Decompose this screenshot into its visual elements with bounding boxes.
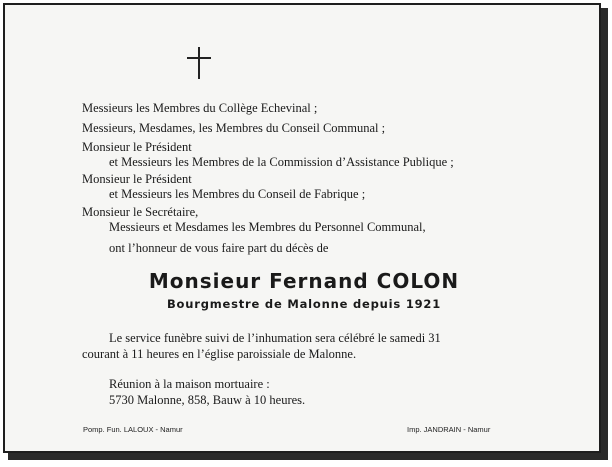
meeting-line: 5730 Malonne, 858, Bauw à 10 heures. <box>109 393 306 407</box>
service-line: Le service funèbre suivi de l’inhumation sera célébré le samedi 31 <box>109 331 441 345</box>
deceased-name: Monsieur Fernand COLON <box>148 269 460 293</box>
cross-icon <box>187 47 211 79</box>
addressee-line: Messieurs, Mesdames, les Membres du Conseil Communal ; <box>82 121 386 135</box>
meeting-line: Réunion à la maison mortuaire : <box>109 377 270 391</box>
footer-undertaker: Pomp. Fun. LALOUX - Namur <box>83 425 183 434</box>
card-shadow-right <box>601 8 608 458</box>
announcement-text: ont l’honneur de vous faire part du décès de <box>109 241 329 255</box>
death-notice-card <box>3 3 601 453</box>
footer-printer: Imp. JANDRAIN - Namur <box>407 425 491 434</box>
deceased-title: Bourgmestre de Malonne depuis 1921 <box>166 297 442 311</box>
addressee-line: et Messieurs les Membres du Conseil de Fabrique ; <box>109 187 366 201</box>
addressee-line: Monsieur le Président <box>82 172 192 186</box>
service-line: courant à 11 heures en l’église paroissiale de Malonne. <box>82 347 357 361</box>
addressee-line: Monsieur le Président <box>82 140 192 154</box>
addressee-line: Messieurs et Mesdames les Membres du Personnel Communal, <box>109 220 426 234</box>
addressee-line: et Messieurs les Membres de la Commission d’Assistance Publique ; <box>109 155 454 169</box>
addressee-line: Monsieur le Secrétaire, <box>82 205 199 219</box>
card-shadow-bottom <box>8 453 608 460</box>
addressee-line: Messieurs les Membres du Collège Echevinal ; <box>82 101 318 115</box>
